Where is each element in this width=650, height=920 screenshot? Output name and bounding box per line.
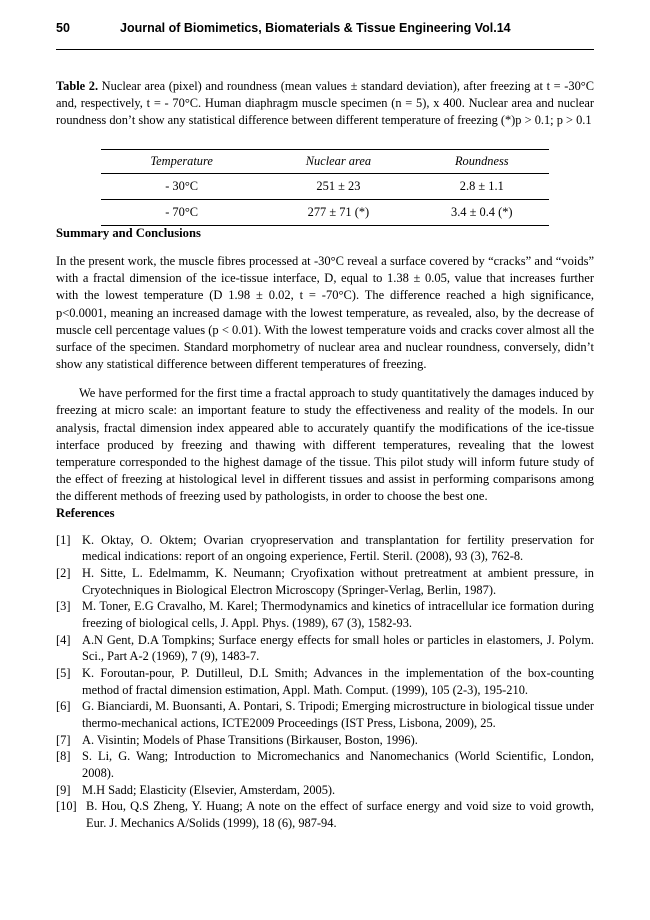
reference-text: H. Sitte, L. Edelmamm, K. Neumann; Cryofixation without pretreatment at ambient pressure, in Cryotechniques in Biological Electron Microscopy (Springer-Verlag, Berlin, 1987). (82, 565, 594, 597)
page-number: 50 (56, 21, 70, 35)
table-body (101, 173, 549, 225)
table-row (101, 173, 549, 199)
reference-item (56, 698, 594, 731)
reference-number: [10] (56, 799, 77, 814)
reference-number: [2] (56, 565, 71, 580)
cell-roundness: 3.4 ± 0.4 (*) (415, 199, 549, 225)
data-table (101, 149, 549, 226)
reference-item (56, 798, 594, 831)
column-header-temperature: Temperature (101, 149, 262, 173)
reference-text: M. Toner, E.G Cravalho, M. Karel; Thermodynamics and kinetics of intracellular ice formation during freezing of biological cells, J. Appl. Phys. (1989), 67 (3), 1582-93. (82, 599, 594, 630)
reference-number: [5] (56, 665, 71, 680)
reference-item (56, 782, 594, 799)
cell-nuclear-area: 277 ± 71 (*) (262, 199, 414, 225)
reference-item (56, 632, 594, 665)
reference-number: [4] (56, 632, 71, 647)
table-caption (56, 78, 594, 129)
reference-text: K. Foroutan-pour, P. Dutilleul, D.L Smith; Advances in the implementation of the box-counting method of fractal dimension estimation, Appl. Math. Comput. (1999), 105 (2-3), 195-210. (82, 665, 594, 697)
section-heading-references: References (56, 505, 115, 520)
reference-item (56, 598, 594, 631)
page-content (56, 0, 594, 920)
reference-item (56, 732, 594, 749)
table-row (101, 199, 549, 225)
reference-number: [7] (56, 732, 71, 747)
journal-title: Journal of Biomimetics, Biomaterials & Tissue Engineering Vol.14 (120, 21, 511, 35)
reference-list (56, 532, 594, 832)
section-heading-summary: Summary and Conclusions (56, 225, 201, 240)
header-rule (56, 49, 594, 50)
reference-text: S. Li, G. Wang; Introduction to Micromechanics and Nanomechanics (World Scientific, London, 2008). (82, 749, 594, 780)
column-header-nuclear-area: Nuclear area (262, 149, 414, 173)
cell-nuclear-area: 251 ± 23 (262, 173, 414, 199)
reference-text: M.H Sadd; Elasticity (Elsevier, Amsterdam, 2005). (82, 782, 336, 797)
summary-paragraph-1: In the present work, the muscle fibres processed at -30°C reveal a surface covered by “cracks” and “voids” with a fractal dimension of the ice-tissue interface, D, equal to 1.38 ± 0.05, value that increases further with the lowest temperature (D 1.98 ± 0.02, t = -70°C). The difference reached a high significance, p<0.0001, meaning an increased damage with the lowest temperature, as revealed, also, by the decrease of muscle cell percentage values (p < 0.01). With the lowest temperature voids and cracks cover almost all the surface of the specimen. Standard morphometry of nuclear area and nuclear roundness, conversely, didn’t show any statistical difference between different temperatures of freezing. (56, 253, 594, 372)
reference-number: [3] (56, 599, 71, 614)
reference-item (56, 532, 594, 565)
running-head (56, 21, 594, 47)
reference-item (56, 565, 594, 598)
reference-text: B. Hou, Q.S Zheng, Y. Huang; A note on the effect of surface energy and void size to void growth, Eur. J. Mechanics A/Solids (1999), 18 (6), 987-94. (86, 799, 594, 830)
cell-temperature: - 70°C (101, 199, 262, 225)
table-head (101, 149, 549, 173)
reference-item (56, 665, 594, 698)
reference-text: G. Bianciardi, M. Buonsanti, A. Pontari, S. Tripodi; Emerging microstructure in biological tissue under thermo-mechanical actions, ICTE2009 Proceedings (IST Press, Lisbona, 2009), 25. (82, 699, 594, 730)
summary-paragraph-2: We have performed for the first time a fractal approach to study quantitatively the damages induced by freezing at micro scale: an important feature to study the effectiveness and reality of the models. In our analysis, fractal dimension index appeared able to accurately quantify the modifications of the ice-tissue interface produced by freezing and thawing with different temperatures, revealing that the lowest temperature corresponded to the highest damage of the tissue. This pilot study will inform future study of the effect of freezing at histological level in different tissues and assist in performing comparisons among the different methods of freezing used by pathologists, in order to choose the best one. (56, 386, 594, 504)
table-caption-label: Table 2. (56, 79, 99, 93)
table-caption-text: Nuclear area (pixel) and roundness (mean values ± standard deviation), after freezing at t = -30°C and, respectively, t = - 70°C. Human diaphragm muscle specimen (n = 5), x 400. Nuclear area and nuclear roundness don’t show any statistical difference between different temperature of freezing (*)p > 0.1; p > 0.1 (56, 79, 594, 127)
reference-text: A. Visintin; Models of Phase Transitions (Birkauser, Boston, 1996). (82, 732, 418, 747)
cell-temperature: - 30°C (101, 173, 262, 199)
reference-number: [9] (56, 782, 71, 797)
table-header-row (101, 149, 549, 173)
cell-roundness: 2.8 ± 1.1 (415, 173, 549, 199)
reference-number: [8] (56, 749, 71, 764)
reference-item (56, 748, 594, 781)
reference-text: K. Oktay, O. Oktem; Ovarian cryopreservation and transplantation for fertility preservation for medical indications: report of an ongoing experience, Fertil. Steril. (2008), 93 (3), 762-8. (82, 532, 594, 564)
reference-number: [6] (56, 699, 71, 714)
reference-text: A.N Gent, D.A Tompkins; Surface energy effects for small holes or particles in elastomers, J. Polym. Sci., Part A-2 (1969), 7 (9), 1483-7. (82, 632, 594, 664)
reference-number: [1] (56, 532, 71, 547)
table-wrapper (56, 149, 594, 226)
column-header-roundness: Roundness (415, 149, 549, 173)
